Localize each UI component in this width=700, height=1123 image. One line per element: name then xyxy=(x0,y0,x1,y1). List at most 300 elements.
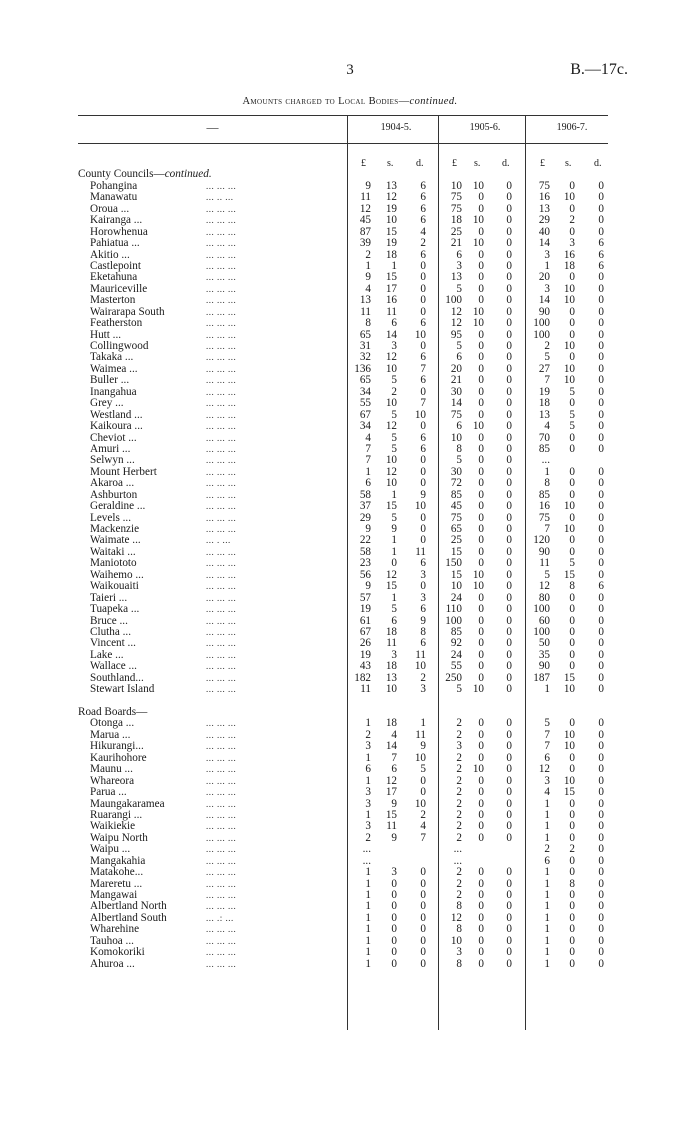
amount-cell: 2 xyxy=(456,889,462,901)
amount-cell: 3 xyxy=(365,740,371,753)
amount-cell: 13 xyxy=(385,179,397,192)
amount-cell: 6 xyxy=(544,751,550,764)
amount-cell: 0 xyxy=(478,191,484,204)
amount-cell: 0 xyxy=(506,179,512,192)
amount-cell: 14 xyxy=(385,328,397,341)
table-row xyxy=(0,604,700,615)
body-name: Waipu ... xyxy=(90,843,131,856)
amount-cell: 0 xyxy=(598,317,604,330)
leader-dots: ... ... ... xyxy=(206,215,237,226)
amount-cell: 1 xyxy=(365,923,371,936)
amount-cell: 0 xyxy=(506,889,512,901)
amount-cell: 9 xyxy=(391,831,397,844)
leader-dots: ... ... ... xyxy=(206,272,237,283)
amount-cell: 0 xyxy=(598,854,604,867)
amount-cell: 10 xyxy=(563,282,575,295)
amount-cell: 0 xyxy=(506,877,512,890)
amount-cell: 1 xyxy=(365,465,371,478)
amount-cell: 0 xyxy=(569,911,575,924)
leader-dots: ... ... ... xyxy=(206,569,237,580)
amount-cell: 9 xyxy=(420,740,426,753)
amount-cell: 0 xyxy=(506,580,512,593)
amount-cell: 0 xyxy=(478,728,484,741)
table-row xyxy=(0,215,700,226)
title-prefix: Amounts charged to Local Bodies— xyxy=(242,96,410,107)
amount-cell: 0 xyxy=(569,305,575,318)
leader-dots: ... ... ... xyxy=(206,718,237,729)
amount-cell: 85 xyxy=(450,488,462,501)
amount-cell: 0 xyxy=(478,625,484,638)
amount-cell: 0 xyxy=(420,866,426,879)
amount-cell: 3 xyxy=(544,774,550,787)
amount-cell: 0 xyxy=(569,866,575,879)
body-name: Komokoriki xyxy=(90,946,145,959)
amount-cell: 0 xyxy=(598,500,604,513)
amount-cell: 1 xyxy=(544,259,550,272)
leader-dots: ... ... ... xyxy=(206,238,237,249)
amount-cell: 7 xyxy=(544,728,550,741)
amount-cell: ... xyxy=(362,843,371,856)
leader-dots: ... ... ... xyxy=(206,924,237,935)
amount-cell: 0 xyxy=(569,751,575,764)
first-column-header: — xyxy=(206,120,219,134)
amount-cell: 5 xyxy=(420,763,426,776)
amount-cell: 24 xyxy=(450,591,462,604)
amount-cell: 0 xyxy=(506,808,512,821)
leader-dots: ... ... ... xyxy=(206,398,237,409)
body-name: Otonga ... xyxy=(90,717,135,730)
amount-cell: 61 xyxy=(359,614,371,627)
amount-cell: 0 xyxy=(598,362,604,375)
amount-cell: 0 xyxy=(506,648,512,661)
amount-cell: 1 xyxy=(365,957,371,970)
amount-cell: 12 xyxy=(359,202,371,215)
amount-cell: 0 xyxy=(478,648,484,661)
amount-cell: 1 xyxy=(365,877,371,890)
amount-cell: 2 xyxy=(365,248,371,261)
amount-cell: 34 xyxy=(359,420,371,433)
amount-cell: 35 xyxy=(538,648,550,661)
amount-cell: 0 xyxy=(478,900,484,913)
amount-cell: 16 xyxy=(538,500,550,513)
amount-cell: 16 xyxy=(563,248,575,261)
unit-label: d. xyxy=(416,158,424,169)
amount-cell: 1 xyxy=(544,465,550,478)
amount-cell: 0 xyxy=(420,957,426,970)
amount-cell: 0 xyxy=(420,911,426,924)
amount-cell: 0 xyxy=(478,282,484,295)
table-row xyxy=(0,238,700,249)
amount-cell: 0 xyxy=(598,774,604,787)
amount-cell: 0 xyxy=(569,923,575,936)
amount-cell: 0 xyxy=(598,648,604,661)
amount-cell: 0 xyxy=(598,946,604,959)
amount-cell: 3 xyxy=(420,568,426,581)
amount-cell: 10 xyxy=(472,420,484,433)
amount-cell: 0 xyxy=(506,511,512,524)
body-name: Castlepoint xyxy=(90,259,141,272)
amount-cell: 10 xyxy=(472,763,484,776)
amount-cell: 0 xyxy=(569,179,575,192)
leader-dots: ... ... ... xyxy=(206,329,237,340)
amount-cell: 2 xyxy=(420,237,426,250)
amount-cell: 1 xyxy=(544,946,550,959)
amount-cell: 0 xyxy=(506,351,512,364)
amount-cell: 0 xyxy=(478,225,484,238)
leader-dots: ... ... ... xyxy=(206,283,237,294)
body-name: Tuapeka ... xyxy=(90,603,140,616)
amount-cell: 67 xyxy=(359,625,371,638)
amount-cell: 0 xyxy=(598,763,604,776)
amount-cell: 10 xyxy=(472,237,484,250)
amount-cell: 6 xyxy=(420,431,426,444)
amount-cell: 1 xyxy=(391,545,397,558)
amount-cell: 10 xyxy=(450,934,462,947)
amount-cell: 10 xyxy=(472,214,484,227)
amount-cell: 0 xyxy=(478,545,484,558)
body-name: Hutt ... xyxy=(90,328,122,341)
amount-cell: 5 xyxy=(456,454,462,467)
table-row xyxy=(0,581,700,592)
leader-dots: ... . ... xyxy=(206,535,231,546)
amount-cell: 3 xyxy=(456,740,462,753)
body-name: Maunu ... xyxy=(90,763,133,776)
amount-cell: 0 xyxy=(506,900,512,913)
body-name: Oroua ... xyxy=(90,202,130,215)
unit-label: d. xyxy=(594,158,602,169)
leader-dots: ... ... ... xyxy=(206,764,237,775)
amount-cell: 13 xyxy=(538,408,550,421)
amount-cell: 0 xyxy=(478,534,484,547)
amount-cell: 9 xyxy=(391,523,397,535)
amount-cell: 0 xyxy=(598,877,604,890)
amount-cell: 4 xyxy=(420,820,426,833)
body-name: Buller ... xyxy=(90,374,130,387)
amount-cell: 0 xyxy=(478,614,484,627)
leader-dots: ... ... ... xyxy=(206,821,237,832)
amount-cell: 7 xyxy=(544,523,550,535)
amount-cell: 12 xyxy=(385,465,397,478)
amount-cell: 18 xyxy=(563,259,575,272)
amount-cell: 0 xyxy=(569,625,575,638)
amount-cell: 75 xyxy=(450,408,462,421)
amount-cell: 0 xyxy=(478,774,484,787)
body-name: Ahuroa ... xyxy=(90,957,135,970)
amount-cell: 16 xyxy=(385,294,397,307)
amount-cell: 0 xyxy=(391,946,397,959)
amount-cell: 9 xyxy=(365,523,371,535)
amount-cell: 0 xyxy=(391,911,397,924)
amount-cell: 0 xyxy=(506,774,512,787)
amount-cell: 10 xyxy=(472,317,484,330)
amount-cell: 10 xyxy=(563,362,575,375)
amount-cell: 18 xyxy=(538,397,550,410)
table-row xyxy=(0,501,700,512)
amount-cell: 15 xyxy=(385,580,397,593)
amount-cell: 0 xyxy=(391,877,397,890)
amount-cell: 14 xyxy=(538,294,550,307)
body-name: Pahiatua ... xyxy=(90,237,140,250)
amount-cell: 0 xyxy=(506,294,512,307)
amount-cell: 17 xyxy=(385,786,397,799)
amount-cell: 0 xyxy=(478,786,484,799)
amount-cell: 0 xyxy=(506,603,512,616)
amount-cell: 11 xyxy=(386,820,397,833)
amount-cell: 3 xyxy=(365,820,371,833)
amount-cell: 0 xyxy=(506,465,512,478)
amount-cell: 0 xyxy=(598,420,604,433)
amount-cell: 8 xyxy=(420,625,426,638)
amount-cell: 0 xyxy=(569,511,575,524)
amount-cell: 0 xyxy=(478,717,484,730)
amount-cell: 0 xyxy=(506,374,512,387)
amount-cell: 0 xyxy=(598,614,604,627)
table-row xyxy=(0,318,700,329)
body-name: Manawatu xyxy=(90,191,138,204)
amount-cell: 58 xyxy=(359,488,371,501)
amount-cell: 14 xyxy=(450,397,462,410)
amount-cell: 17 xyxy=(385,282,397,295)
amount-cell: 0 xyxy=(569,202,575,215)
amount-cell: 3 xyxy=(391,340,397,352)
amount-cell: 9 xyxy=(420,614,426,627)
amount-cell: 5 xyxy=(456,683,462,696)
amount-cell: 10 xyxy=(414,797,426,810)
body-name: Vincent ... xyxy=(90,637,136,650)
amount-cell: 11 xyxy=(539,557,550,570)
amount-cell: 0 xyxy=(598,797,604,810)
amount-cell: 12 xyxy=(538,580,550,593)
amount-cell: 10 xyxy=(563,728,575,741)
amount-cell: 1 xyxy=(544,808,550,821)
amount-cell: 19 xyxy=(538,385,550,398)
body-name: Masterton xyxy=(90,294,136,307)
amount-cell: 0 xyxy=(506,408,512,421)
amount-cell: 2 xyxy=(391,385,397,398)
amount-cell: 15 xyxy=(563,671,575,684)
amount-cell: 0 xyxy=(569,957,575,970)
amount-cell: 29 xyxy=(538,214,550,227)
amount-cell: 0 xyxy=(506,568,512,581)
body-name: Geraldine ... xyxy=(90,500,146,513)
amount-cell: 0 xyxy=(478,877,484,890)
amount-cell: 75 xyxy=(450,191,462,204)
leader-dots: ... ... ... xyxy=(206,558,237,569)
amount-cell: 0 xyxy=(391,900,397,913)
amount-cell: 12 xyxy=(450,911,462,924)
amount-cell: 0 xyxy=(478,408,484,421)
leader-dots: ... ... ... xyxy=(206,180,237,191)
amount-cell: 10 xyxy=(563,374,575,387)
amount-cell: 0 xyxy=(569,648,575,661)
amount-cell: 0 xyxy=(478,431,484,444)
amount-cell: 11 xyxy=(360,683,371,696)
leader-dots: ... ... ... xyxy=(206,844,237,855)
amount-cell: 0 xyxy=(598,808,604,821)
amount-cell: 0 xyxy=(506,923,512,936)
amount-cell: 0 xyxy=(598,637,604,650)
amount-cell: 0 xyxy=(598,225,604,238)
amount-cell: 0 xyxy=(506,317,512,330)
amount-cell: 11 xyxy=(360,191,371,204)
leader-dots: ... ... ... xyxy=(206,375,237,386)
amount-cell: 15 xyxy=(563,568,575,581)
amount-cell: 1 xyxy=(365,934,371,947)
amount-cell: 2 xyxy=(544,843,550,856)
body-name: Lake ... xyxy=(90,648,124,661)
body-name: Albertland North xyxy=(90,900,167,913)
amount-cell: 2 xyxy=(456,751,462,764)
table-row xyxy=(0,478,700,489)
body-name: Wairarapa South xyxy=(90,305,165,318)
unit-label: £ xyxy=(361,158,366,169)
amount-cell: 0 xyxy=(478,557,484,570)
leader-dots: ... ... ... xyxy=(206,455,237,466)
body-name: Waimate ... xyxy=(90,534,141,547)
amount-cell: 0 xyxy=(598,660,604,673)
amount-cell: 1 xyxy=(391,259,397,272)
unit-label: s. xyxy=(565,158,572,169)
amount-cell: 58 xyxy=(359,545,371,558)
amount-cell: 0 xyxy=(506,671,512,684)
page-number: 3 xyxy=(346,62,354,78)
amount-cell: 0 xyxy=(478,911,484,924)
amount-cell: 100 xyxy=(445,294,462,307)
amount-cell: 0 xyxy=(478,934,484,947)
amount-cell: 1 xyxy=(544,820,550,833)
amount-cell: 2 xyxy=(456,763,462,776)
year-header-1904-5: 1904-5. xyxy=(380,122,412,133)
body-name: Whareora xyxy=(90,774,135,787)
amount-cell: 10 xyxy=(385,477,397,490)
amount-cell: 6 xyxy=(420,442,426,455)
amount-cell: 10 xyxy=(385,683,397,696)
amount-cell: 21 xyxy=(450,237,462,250)
table-body xyxy=(0,158,700,970)
amount-cell: 0 xyxy=(569,946,575,959)
amount-cell: 0 xyxy=(506,500,512,513)
amount-cell: 29 xyxy=(359,511,371,524)
amount-cell: 90 xyxy=(538,545,550,558)
amount-cell: 95 xyxy=(450,328,462,341)
unit-label: s. xyxy=(474,158,481,169)
amount-cell: 15 xyxy=(563,786,575,799)
amount-cell: 1 xyxy=(544,866,550,879)
amount-cell: 37 xyxy=(359,500,371,513)
amount-cell: 6 xyxy=(456,351,462,364)
amount-cell: 5 xyxy=(391,603,397,616)
amount-cell: 0 xyxy=(506,454,512,467)
amount-cell: 65 xyxy=(359,328,371,341)
amount-cell: 1 xyxy=(544,934,550,947)
amount-cell: 0 xyxy=(598,374,604,387)
amount-cell: 6 xyxy=(420,214,426,227)
amount-cell: 0 xyxy=(569,534,575,547)
amount-cell: 10 xyxy=(385,397,397,410)
amount-cell: 0 xyxy=(478,202,484,215)
amount-cell: 75 xyxy=(450,202,462,215)
amount-cell: 0 xyxy=(420,534,426,547)
leader-dots: ... ... ... xyxy=(206,512,237,523)
leader-dots: ... ... ... xyxy=(206,501,237,512)
amount-cell: 0 xyxy=(506,591,512,604)
amount-cell: 67 xyxy=(359,408,371,421)
amount-cell: 100 xyxy=(445,614,462,627)
leader-dots: ... ... ... xyxy=(206,958,237,969)
amount-cell: 0 xyxy=(506,831,512,844)
amount-cell: 0 xyxy=(506,534,512,547)
amount-cell: 0 xyxy=(569,660,575,673)
leader-dots: ... ... ... xyxy=(206,421,237,432)
amount-cell: 0 xyxy=(598,843,604,856)
amount-cell: 0 xyxy=(569,591,575,604)
amount-cell: 10 xyxy=(414,328,426,341)
amount-cell: 1 xyxy=(544,957,550,970)
table-row xyxy=(0,867,700,878)
amount-cell: 0 xyxy=(506,786,512,799)
amount-cell: 0 xyxy=(478,591,484,604)
table-row xyxy=(0,787,700,798)
amount-cell: 0 xyxy=(478,362,484,375)
body-name: Bruce ... xyxy=(90,614,128,627)
amount-cell: 13 xyxy=(359,294,371,307)
amount-cell: 0 xyxy=(598,900,604,913)
amount-cell: 0 xyxy=(506,214,512,227)
amount-cell: 0 xyxy=(478,351,484,364)
body-name: Mangakahia xyxy=(90,854,146,867)
amount-cell: 12 xyxy=(385,351,397,364)
amount-cell: 0 xyxy=(420,923,426,936)
amount-cell: 0 xyxy=(598,465,604,478)
amount-cell: 0 xyxy=(478,454,484,467)
body-name: Mauriceville xyxy=(90,282,148,295)
amount-cell: 0 xyxy=(478,637,484,650)
amount-cell: 0 xyxy=(598,385,604,398)
amount-cell: 2 xyxy=(456,877,462,890)
amount-cell: 10 xyxy=(385,454,397,467)
amount-cell: 0 xyxy=(391,934,397,947)
amount-cell: 0 xyxy=(506,431,512,444)
amount-cell: 6 xyxy=(420,603,426,616)
body-name: Ruarangi ... xyxy=(90,808,143,821)
amount-cell: 100 xyxy=(533,625,550,638)
body-name: Stewart Island xyxy=(90,683,155,696)
amount-cell: 10 xyxy=(563,740,575,753)
amount-cell: 5 xyxy=(391,374,397,387)
amount-cell: 0 xyxy=(569,431,575,444)
amount-cell: 10 xyxy=(472,305,484,318)
amount-cell: 6 xyxy=(598,237,604,250)
amount-cell: 10 xyxy=(472,580,484,593)
amount-cell: 0 xyxy=(598,671,604,684)
leader-dots: ... ... ... xyxy=(206,935,237,946)
amount-cell: 1 xyxy=(365,259,371,272)
amount-cell: 7 xyxy=(365,454,371,467)
amount-cell: 55 xyxy=(450,660,462,673)
amount-cell: 10 xyxy=(563,340,575,352)
amount-cell: 0 xyxy=(420,465,426,478)
body-name: Waikouaiti xyxy=(90,580,139,593)
amount-cell: 1 xyxy=(544,831,550,844)
amount-cell: ... xyxy=(453,854,462,867)
amount-cell: 1 xyxy=(365,889,371,901)
amount-cell: 6 xyxy=(420,248,426,261)
amount-cell: 0 xyxy=(598,488,604,501)
amount-cell: 6 xyxy=(420,351,426,364)
leader-dots: ... ... ... xyxy=(206,684,237,695)
amount-cell: 13 xyxy=(385,671,397,684)
body-name: Mount Herbert xyxy=(90,465,157,478)
